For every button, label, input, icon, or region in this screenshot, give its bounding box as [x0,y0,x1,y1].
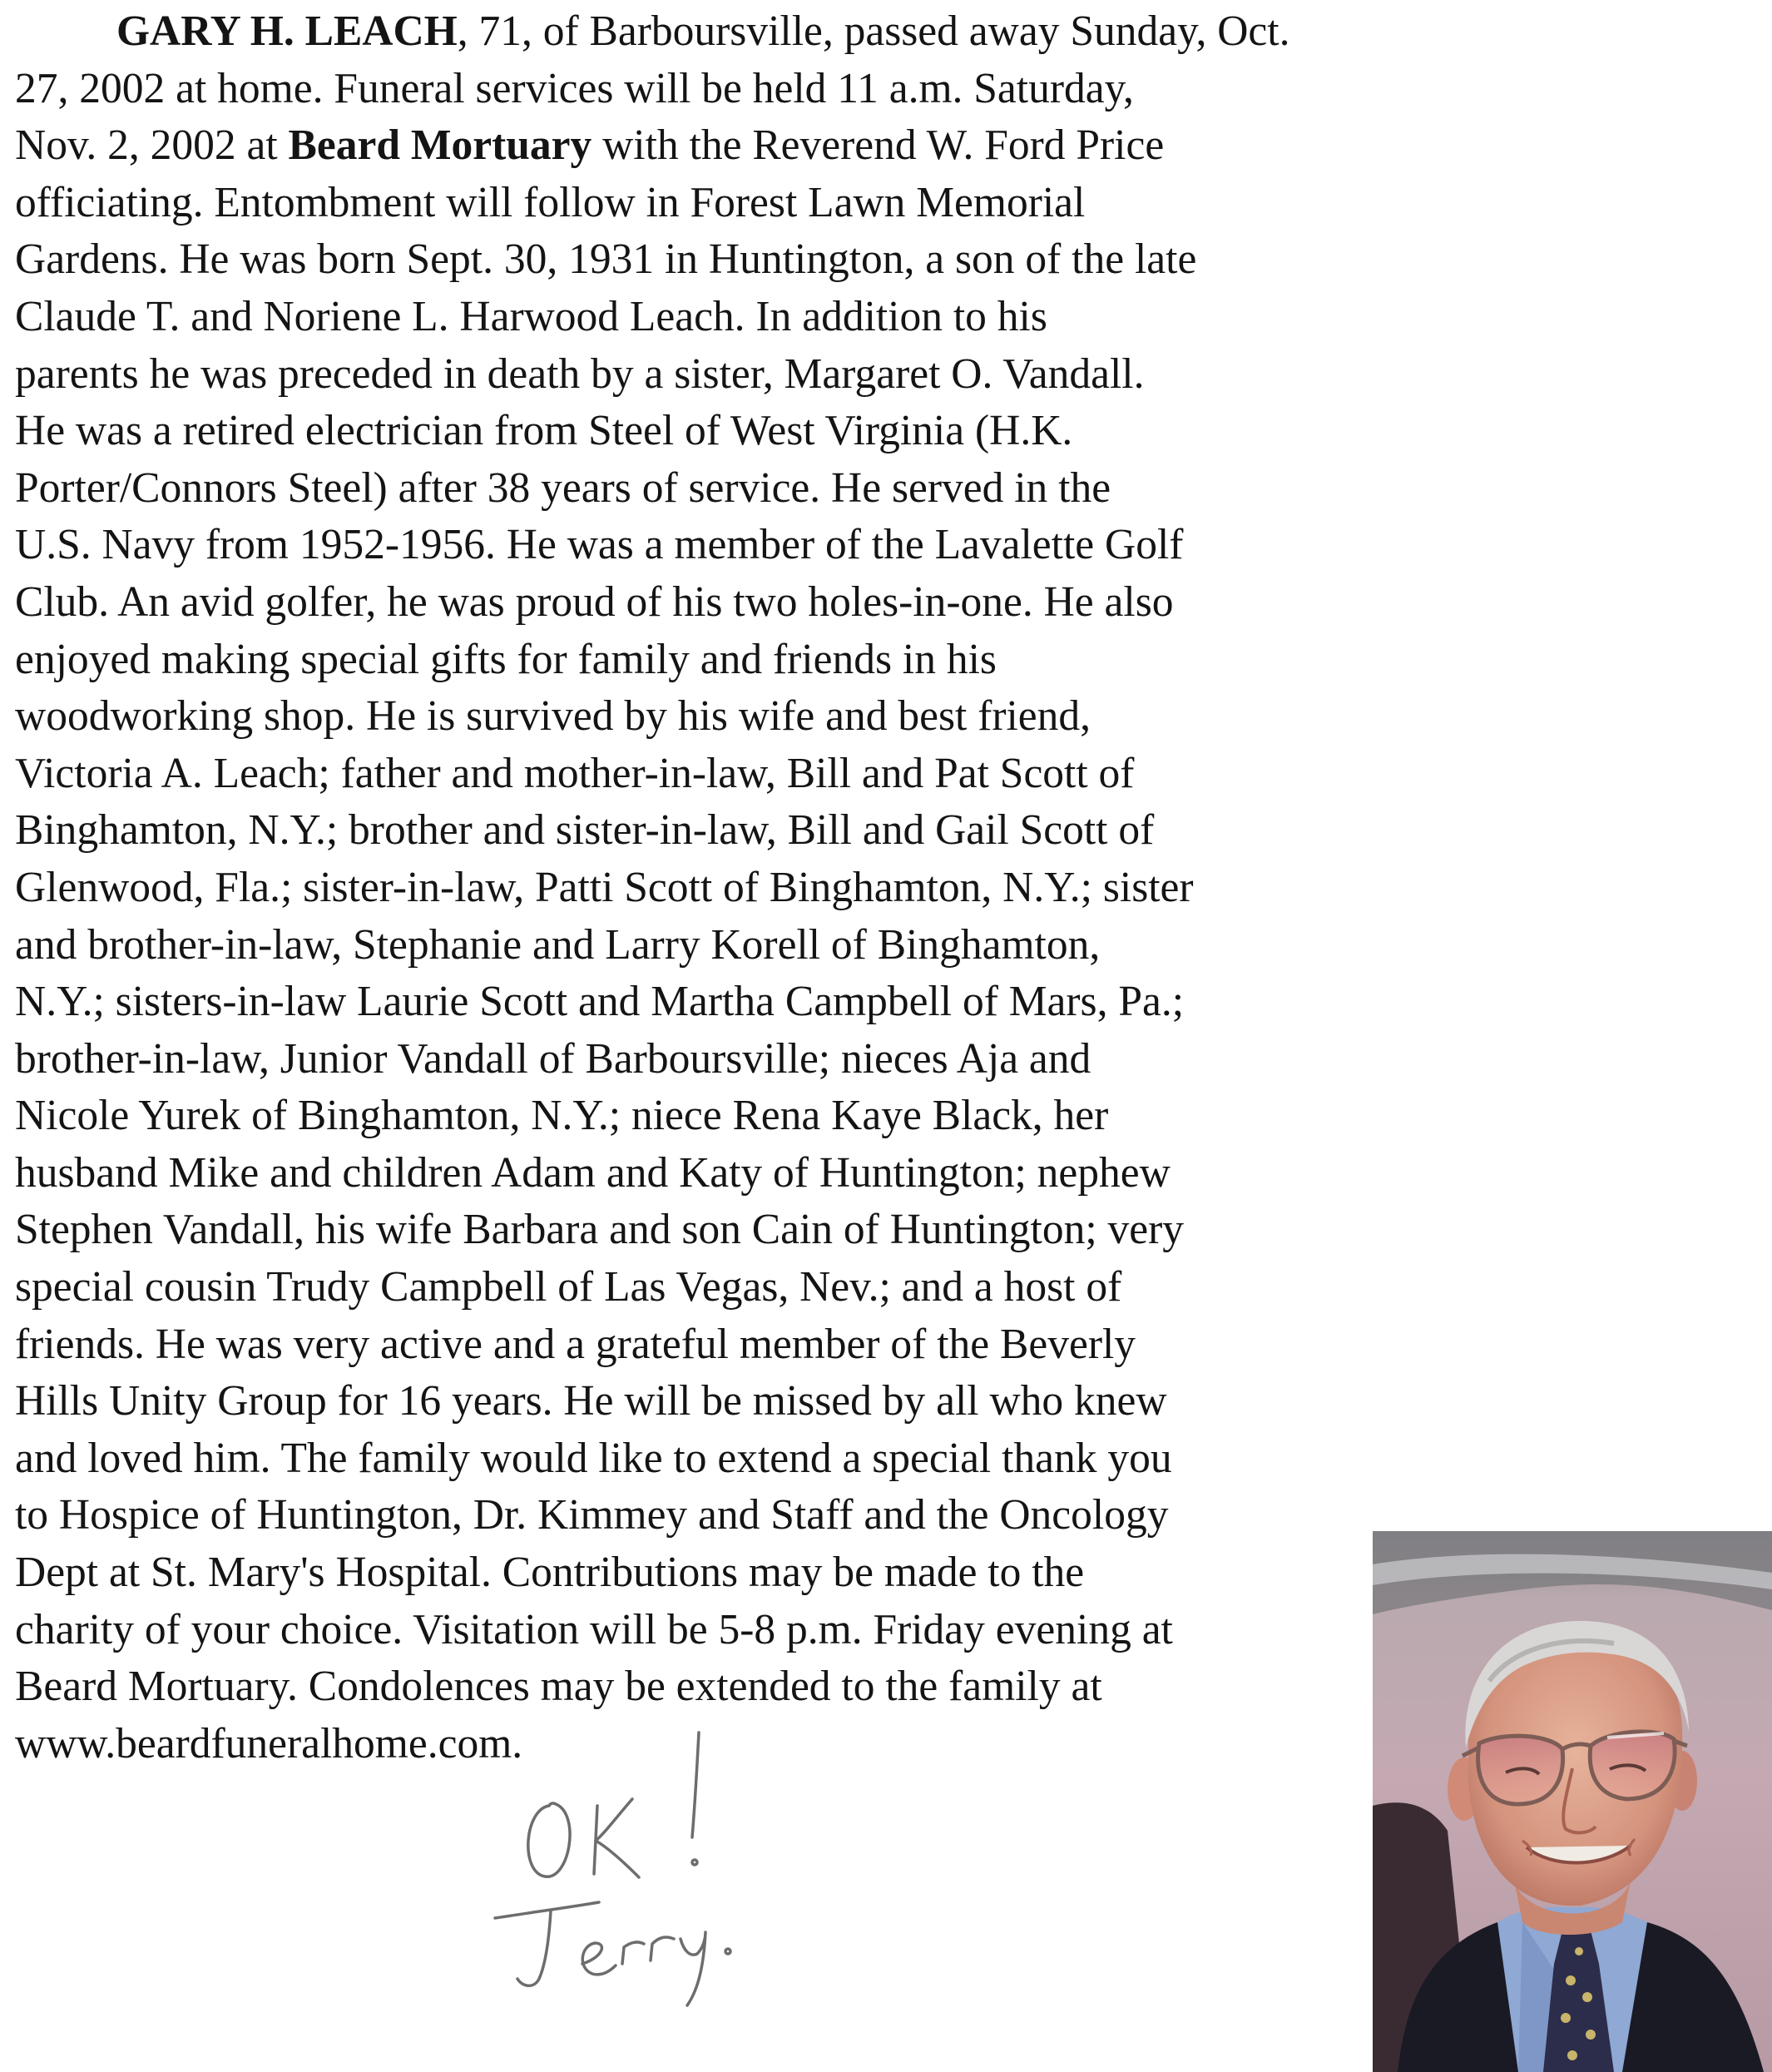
obituary-line: enjoyed making special gifts for family and friends in his [15,635,997,683]
obituary-line: brother-in-law, Junior Vandall of Barboursville; nieces Aja and [15,1034,1091,1083]
obituary-line: special cousin Trudy Campbell of Las Vegas, Nev.; and a host of [15,1263,1122,1311]
obituary-line: He was a retired electrician from Steel of West Virginia (H.K. [15,407,1073,455]
obituary-line: Dept at St. Mary's Hospital. Contributions may be made to the [15,1549,1085,1597]
obituary-line: Beard Mortuary. Condolences may be extended to the family at [15,1663,1102,1711]
obituary-line: and brother-in-law, Stephanie and Larry Korell of Binghamton, [15,920,1101,969]
obituary-line: Binghamton, N.Y.; brother and sister-in-law, Bill and Gail Scott of [15,806,1155,855]
obituary-line: Porter/Connors Steel) after 38 years of service. He served in the [15,463,1111,512]
obituary-line: N.Y.; sisters-in-law Laurie Scott and Martha Campbell of Mars, Pa.; [15,978,1185,1026]
obituary-line: to Hospice of Huntington, Dr. Kimmey and Staff and the Oncology [15,1491,1169,1539]
obituary-line: officiating. Entombment will follow in Forest Lawn Memorial [15,178,1086,226]
obituary-line: Gardens. He was born Sept. 30, 1931 in Huntington, a son of the late [15,235,1197,284]
funeral-home-name: Beard Mortuary [288,121,592,170]
portrait-photo [1373,1531,1772,2072]
obituary-line: Club. An avid golfer, he was proud of his two holes-in-one. He also [15,577,1174,626]
obituary-line: parents he was preceded in death by a sister, Margaret O. Vandall. [15,349,1145,398]
obituary-line: U.S. Navy from 1952-1956. He was a member of the Lavalette Golf [15,521,1184,569]
deceased-name: GARY H. LEACH [116,7,458,55]
obituary-line: Claude T. and Noriene L. Harwood Leach. In addition to his [15,292,1047,340]
obituary-line: www.beardfuneralhome.com. [15,1719,523,1767]
obituary-line: Stephen Vandall, his wife Barbara and son Cain of Huntington; very [15,1206,1185,1254]
handwritten-note [491,1714,874,2014]
obituary-line: Victoria A. Leach; father and mother-in-law, Bill and Pat Scott of [15,749,1135,797]
obituary-line: charity of your choice. Visitation will be 5-8 p.m. Friday evening at [15,1605,1173,1653]
obituary-line: and loved him. The family would like to extend a special thank you [15,1434,1172,1482]
obituary-text [15,3,1413,1772]
obituary-line: Hills Unity Group for 16 years. He will be missed by all who knew [15,1377,1167,1425]
obituary-line: GARY H. LEACH, 71, of Barboursville, passed away Sunday, Oct. [116,7,1290,55]
obituary-line: Nov. 2, 2002 at Beard Mortuary with the Reverend W. Ford Price [15,121,1165,170]
obituary-line: 27, 2002 at home. Funeral services will be held 11 a.m. Saturday, [15,64,1134,112]
obituary-line: husband Mike and children Adam and Katy of Huntington; nephew [15,1148,1171,1197]
obituary-line: friends. He was very active and a grateful member of the Beverly [15,1320,1136,1368]
obituary-line: Nicole Yurek of Binghamton, N.Y.; niece Rena Kaye Black, her [15,1092,1109,1140]
obituary-line: woodworking shop. He is survived by his wife and best friend, [15,692,1091,741]
obituary-line: Glenwood, Fla.; sister-in-law, Patti Scott of Binghamton, N.Y.; sister [15,863,1194,911]
